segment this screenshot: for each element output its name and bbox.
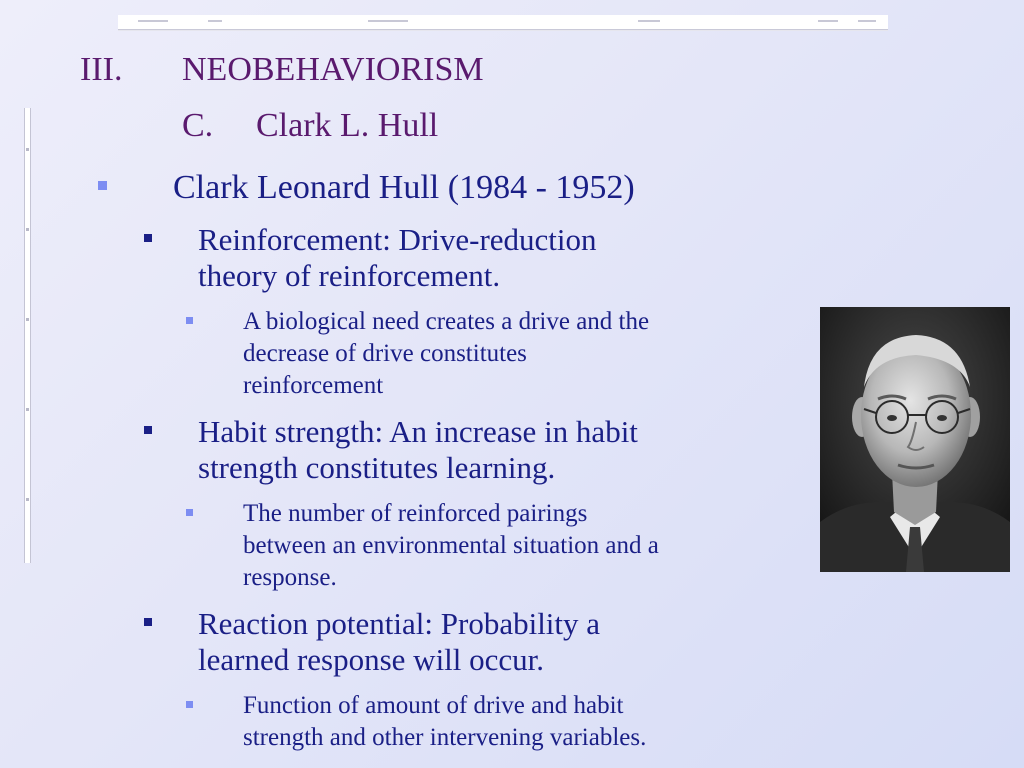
reinforcement-line1: Reinforcement: Drive-reduction [198, 222, 597, 257]
reaction-detail-line2: strength and other intervening variables. [243, 724, 647, 751]
bullet-level2-icon [144, 234, 152, 242]
rule-mark [208, 20, 222, 22]
subtitle-letter: C. [182, 107, 214, 144]
portrait-photo [820, 307, 1010, 572]
habit-line1: Habit strength: An increase in habit [198, 414, 638, 449]
reaction-line1: Reaction potential: Probability a [198, 606, 601, 641]
bullet-level1-icon [98, 181, 107, 190]
rule-mark [26, 498, 29, 501]
rule-mark [26, 318, 29, 321]
rule-mark [638, 20, 660, 22]
bullet-level2-icon [144, 426, 152, 434]
rule-mark [368, 20, 408, 22]
rule-mark [26, 228, 29, 231]
bullet-level2-icon [144, 618, 152, 626]
bullet-level3-icon [186, 509, 193, 516]
bullet-level3-icon [186, 701, 193, 708]
portrait-photo-graphic [820, 307, 1010, 572]
reinforcement-detail-line2: decrease of drive constitutes [243, 340, 527, 367]
reaction-detail-line1: Function of amount of drive and habit [243, 692, 624, 719]
rule-mark [26, 408, 29, 411]
rule-mark [858, 20, 876, 22]
habit-line2: strength constitutes learning. [198, 450, 556, 485]
reaction-line2: learned response will occur. [198, 642, 545, 677]
reinforcement-detail-line1: A biological need creates a drive and the [243, 308, 650, 335]
bullet-level3-icon [186, 317, 193, 324]
subtitle: Clark L. Hull [256, 107, 439, 144]
habit-detail-line1: The number of reinforced pairings [243, 500, 588, 527]
rule-mark [26, 148, 29, 151]
bullet-hull-name: Clark Leonard Hull (1984 - 1952) [173, 169, 635, 206]
page-title: NEOBEHAVIORISM [182, 51, 484, 88]
rule-mark [138, 20, 168, 22]
habit-detail-line2: between an environmental situation and a [243, 532, 659, 559]
rule-mark [818, 20, 838, 22]
left-decorative-rule [24, 108, 31, 563]
title-section-number: III. [80, 51, 123, 88]
reinforcement-detail-line3: reinforcement [243, 372, 384, 399]
reinforcement-line2: theory of reinforcement. [198, 258, 501, 293]
top-decorative-rule [118, 15, 888, 30]
habit-detail-line3: response. [243, 564, 337, 591]
